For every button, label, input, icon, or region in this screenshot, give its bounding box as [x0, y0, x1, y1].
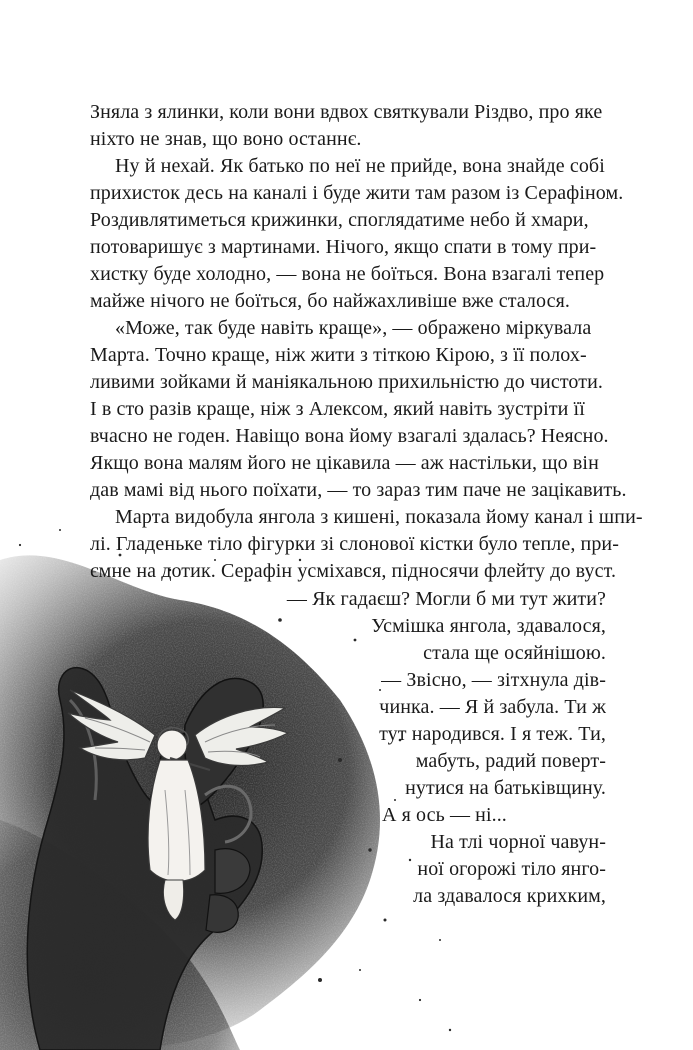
text-line: «Може, так буде навіть краще», — ображено міркувала: [115, 317, 592, 339]
text-line: Марта видобула янгола з кишені, показала йому канал і шпи-: [115, 506, 643, 528]
text-line: Зняла з ялинки, коли вони вдвох святкували Різдво, про яке: [90, 101, 603, 123]
text-line: тут народився. І я теж. Ти,: [379, 723, 606, 745]
text-line: вчасно не годен. Навіщо вона йому взагалі здалась? Неясно.: [90, 425, 609, 447]
text-line: потоваришує з мартинами. Нічого, якщо спати в тому при-: [90, 236, 597, 258]
text-line: стала ще осяйнішою.: [423, 642, 606, 664]
text-line: Роздивлятиметься крижинки, споглядатиме небо й хмари,: [90, 209, 589, 231]
text-line: ної огорожі тіло янго-: [417, 858, 606, 880]
text-line: нутися на батьківщину.: [405, 777, 606, 799]
text-line: майже нічого не боїться, бо найжахливіше вже сталося.: [90, 290, 570, 312]
text-line: ніхто не знав, що воно останнє.: [90, 128, 362, 150]
text-line: чинка. — Я й забула. Ти ж: [379, 696, 606, 718]
text-line: лі. Гладеньке тіло фігурки зі слонової кістки було тепле, при-: [90, 533, 619, 555]
text-line: дав мамі від нього поїхати, — то зараз тим паче не зацікавить.: [90, 479, 627, 501]
text-line: прихисток десь на каналі і буде жити там разом із Серафіном.: [90, 182, 624, 204]
text-line: — Як гадаєш? Могли б ми тут жити?: [286, 588, 606, 610]
text-line: Ну й нехай. Як батько по неї не прийде, вона знайде собі: [115, 155, 605, 177]
text-line: На тлі чорної чавун-: [430, 831, 606, 853]
text-line: ла здавалося крихким,: [413, 885, 606, 907]
text-line: Усмішка янгола, здавалося,: [371, 615, 606, 637]
text-line: І в сто разів краще, ніж з Алексом, який навіть зустріти її: [90, 398, 585, 420]
text-line: ємне на дотик. Серафін усміхався, підносячи флейту до вуст.: [90, 560, 617, 582]
text-line: — Звісно, — зітхнула дів-: [381, 669, 606, 691]
text-line: хистку буде холодно, — вона не боїться. Вона взагалі тепер: [90, 263, 605, 285]
text-line: ливими зойками й маніякальною прихильністю до чистоти.: [90, 371, 603, 393]
text-line: А я ось — ні...: [382, 804, 507, 826]
text-line: Марта. Точно краще, ніж жити з тіткою Кірою, з її полох-: [90, 344, 587, 366]
text-line: мабуть, радий поверт-: [415, 750, 606, 772]
text-line: Якщо вона малям його не цікавила — аж настільки, що він: [90, 452, 599, 474]
